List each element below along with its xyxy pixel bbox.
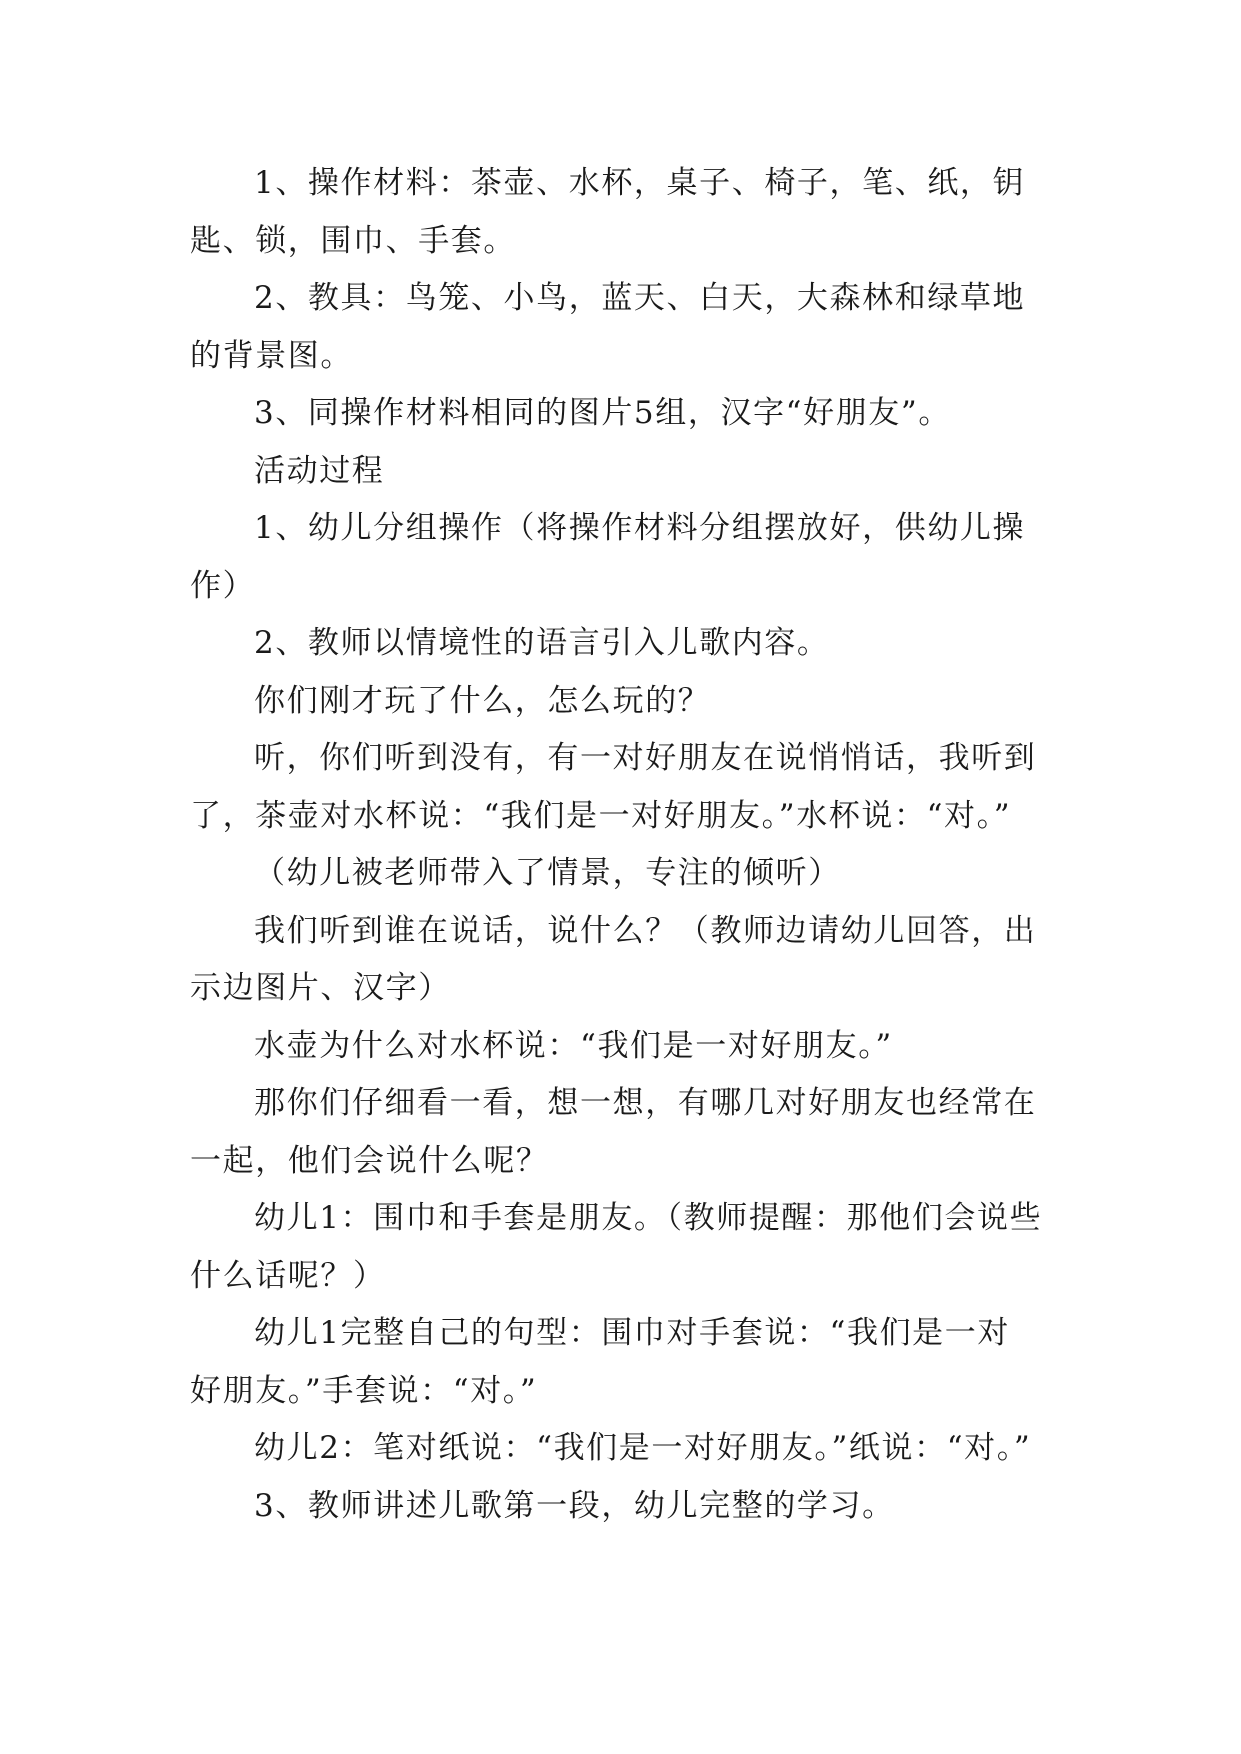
text-line: 2、教师以情境性的语言引入儿歌内容。: [254, 625, 830, 661]
text-line: 幼儿1完整自己的句型：围巾对手套说：“我们是一对: [254, 1315, 1010, 1351]
text-line: 听，你们听到没有，有一对好朋友在说悄悄话，我听到: [254, 740, 1037, 776]
text-line: 2、教具：鸟笼、小鸟，蓝天、白天，大森林和绿草地: [254, 280, 1026, 316]
text-line: 的背景图。: [190, 337, 353, 374]
text-line: 示边图片、汉字）: [190, 970, 451, 1006]
text-line: 1、幼儿分组操作（将操作材料分组摆放好，供幼儿操: [254, 510, 1026, 546]
text-line: 1、操作材料：茶壶、水杯，桌子、椅子，笔、纸，钥: [254, 165, 1026, 201]
text-line: 你们刚才玩了什么，怎么玩的？: [254, 682, 711, 719]
text-line: 一起，他们会说什么呢？: [190, 1142, 549, 1179]
text-line: 我们听到谁在说话，说什么？（教师边请幼儿回答，出: [254, 912, 1037, 949]
text-line: 幼儿1：围巾和手套是朋友。（教师提醒：那他们会说些: [254, 1200, 1043, 1236]
text-line: 好朋友。”手套说：“对。”: [190, 1372, 538, 1409]
text-line: 了，茶壶对水杯说：“我们是一对好朋友。”水杯说：“对。”: [190, 797, 1012, 834]
text-line: 那你们仔细看一看，想一想，有哪几对好朋友也经常在: [254, 1085, 1037, 1121]
text-line: 幼儿2：笔对纸说：“我们是一对好朋友。”纸说：“对。”: [254, 1430, 1032, 1466]
text-line: 3、同操作材料相同的图片5组，汉字“好朋友”。: [254, 395, 951, 431]
text-line: 匙、锁，围巾、手套。: [190, 222, 516, 259]
text-line: 水壶为什么对水杯说：“我们是一对好朋友。”: [254, 1027, 893, 1064]
section-heading: 活动过程: [254, 452, 385, 489]
document-body: [190, 155, 1050, 1535]
text-line: 3、教师讲述儿歌第一段，幼儿完整的学习。: [254, 1487, 895, 1524]
text-line: （幼儿被老师带入了情景，专注的倾听）: [254, 855, 841, 891]
text-line: 作）: [190, 567, 256, 604]
text-line: 什么话呢？）: [190, 1257, 386, 1294]
